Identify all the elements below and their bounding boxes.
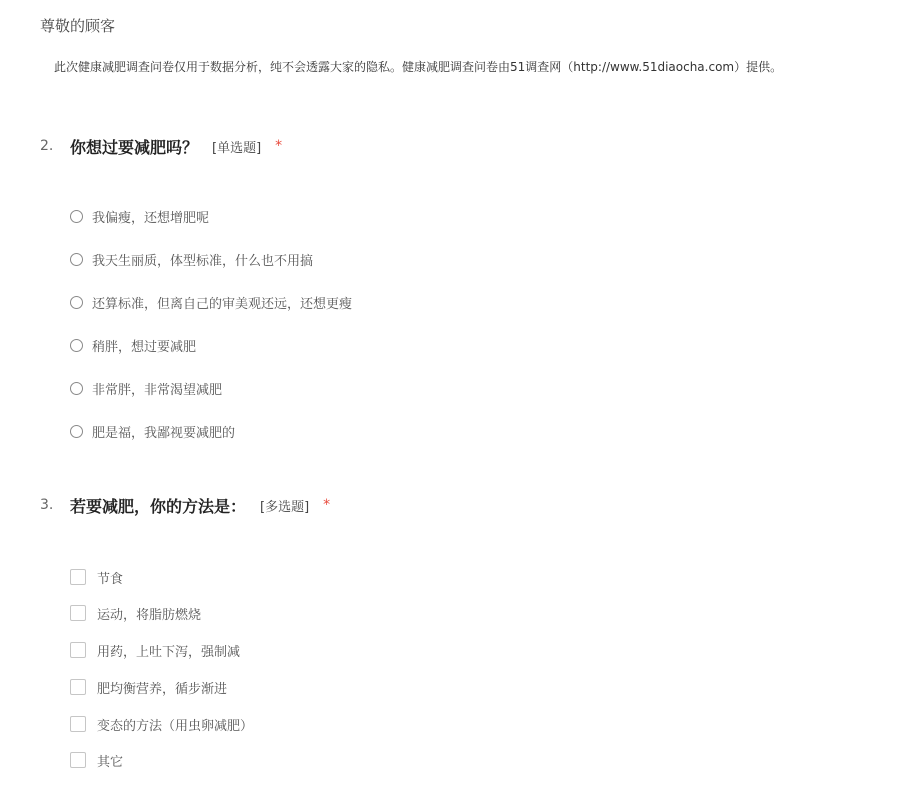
q3-option-5[interactable]: [70, 714, 253, 734]
q2-option-5[interactable]: [70, 378, 222, 398]
option-label: 非常胖，非常渴望减肥: [92, 382, 223, 398]
question-type-tag: [单选题]: [212, 140, 262, 156]
question-number: 2.: [40, 138, 54, 154]
checkbox[interactable]: [70, 605, 86, 621]
q3-option-1[interactable]: [70, 567, 123, 587]
q3-option-2[interactable]: [70, 603, 201, 623]
required-marker: *: [323, 497, 331, 513]
question-3-header: [40, 493, 860, 517]
option-label: 运动，将脂肪燃烧: [97, 607, 202, 623]
q2-option-4[interactable]: [70, 335, 196, 355]
checkbox[interactable]: [70, 569, 86, 585]
q3-option-3[interactable]: [70, 640, 240, 660]
option-label: 用药，上吐下泻，强制减: [97, 644, 241, 660]
radio-button[interactable]: [70, 382, 83, 395]
greeting-heading: 尊敬的顾客: [40, 17, 116, 35]
checkbox[interactable]: [70, 642, 86, 658]
radio-button[interactable]: [70, 210, 83, 223]
question-3: [40, 493, 860, 517]
question-title: 你想过要减肥吗？: [70, 137, 199, 157]
question-2: [40, 134, 860, 158]
checkbox[interactable]: [70, 679, 86, 695]
intro-text: 此次健康减肥调查问卷仅用于数据分析，纯不会透露大家的隐私。健康减肥调查问卷由51调查网（http://www.51diaocha.com）提供。: [54, 60, 783, 74]
radio-button[interactable]: [70, 339, 83, 352]
question-2-header: [40, 134, 860, 158]
option-label: 变态的方法（用虫卵减肥）: [97, 718, 254, 734]
q2-option-6[interactable]: [70, 421, 235, 441]
option-label: 其它: [97, 754, 124, 770]
checkbox[interactable]: [70, 752, 86, 768]
radio-button[interactable]: [70, 253, 83, 266]
question-number: 3.: [40, 497, 54, 513]
radio-button[interactable]: [70, 296, 83, 309]
option-label: 还算标准，但离自己的审美观还远，还想更瘦: [92, 296, 353, 312]
q3-option-4[interactable]: [70, 677, 227, 697]
q2-option-3[interactable]: [70, 292, 352, 312]
option-label: 我偏瘦，还想增肥呢: [92, 210, 210, 226]
option-label: 稍胖，想过要减肥: [92, 339, 197, 355]
radio-button[interactable]: [70, 425, 83, 438]
q3-option-6[interactable]: [70, 750, 123, 770]
option-label: 肥是福，我鄙视要减肥的: [92, 425, 236, 441]
option-label: 我天生丽质，体型标准，什么也不用搞: [92, 253, 314, 269]
option-label: 肥均衡营养，循步渐进: [97, 681, 228, 697]
question-title: 若要减肥，你的方法是：: [70, 496, 247, 516]
q2-option-2[interactable]: [70, 249, 313, 269]
q2-option-1[interactable]: [70, 206, 209, 226]
checkbox[interactable]: [70, 716, 86, 732]
question-type-tag: [多选题]: [260, 499, 310, 515]
option-label: 节食: [97, 571, 124, 587]
required-marker: *: [275, 138, 283, 154]
